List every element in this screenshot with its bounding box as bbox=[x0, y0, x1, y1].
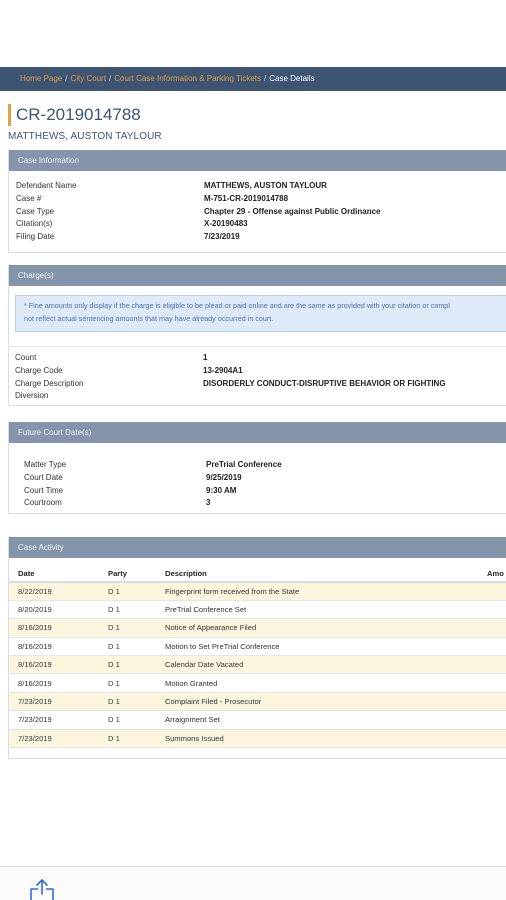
cell-date: 8/16/2019 bbox=[9, 619, 99, 637]
table-row bbox=[9, 582, 506, 600]
case-activity-heading: Case Activity bbox=[9, 537, 506, 558]
cell-amount bbox=[478, 637, 506, 655]
kv-row-citations bbox=[16, 218, 506, 231]
cell-amount bbox=[478, 619, 506, 637]
kv-value: 13-2904A1 bbox=[203, 365, 243, 375]
kv-row-case-type bbox=[16, 206, 506, 219]
cell-party: D 1 bbox=[99, 692, 156, 710]
kv-label: Courtroom bbox=[24, 498, 62, 508]
breadcrumb bbox=[0, 67, 506, 91]
kv-value: X-20190483 bbox=[204, 219, 248, 229]
cell-amount bbox=[478, 600, 506, 618]
breadcrumb-separator: / bbox=[109, 74, 112, 83]
column-header-description[interactable]: Description bbox=[156, 565, 478, 582]
cell-party: D 1 bbox=[99, 582, 156, 600]
charges-heading: Charge(s) bbox=[9, 265, 506, 286]
kv-label: Court Time bbox=[24, 485, 64, 495]
table-row bbox=[9, 619, 506, 637]
case-information-list bbox=[9, 171, 506, 244]
notice-line: not reflect actual sentencing amounts that may have already occurred in court. bbox=[24, 313, 274, 323]
kv-label: Charge Description bbox=[15, 378, 84, 388]
cell-amount bbox=[478, 711, 506, 729]
cell-description: Motion Granted bbox=[156, 674, 478, 692]
kv-row-case-number bbox=[16, 193, 506, 206]
kv-row-filing-date bbox=[16, 231, 506, 244]
table-row bbox=[9, 656, 506, 674]
cell-date: 8/20/2019 bbox=[9, 600, 99, 618]
cell-amount bbox=[478, 582, 506, 600]
cell-party: D 1 bbox=[99, 619, 156, 637]
future-court-heading: Future Court Date(s) bbox=[9, 422, 506, 443]
kv-row-defendant bbox=[16, 180, 506, 193]
kv-value: 7/23/2019 bbox=[204, 232, 240, 242]
kv-value: 9:30 AM bbox=[206, 485, 237, 495]
share-icon-glyph bbox=[26, 878, 58, 900]
cell-date: 7/23/2019 bbox=[9, 711, 99, 729]
cell-party: D 1 bbox=[99, 656, 156, 674]
case-activity-panel bbox=[8, 537, 506, 759]
future-court-panel bbox=[8, 422, 506, 514]
cell-party: D 1 bbox=[99, 637, 156, 655]
kv-value: 3 bbox=[206, 498, 211, 508]
kv-row-matter-type bbox=[24, 459, 506, 472]
page-title bbox=[8, 104, 141, 126]
kv-value: 9/25/2019 bbox=[206, 472, 242, 482]
cell-amount bbox=[478, 729, 506, 747]
table-row bbox=[9, 692, 506, 710]
kv-label: Count bbox=[15, 353, 37, 362]
cell-party: D 1 bbox=[99, 600, 156, 618]
cell-amount bbox=[478, 674, 506, 692]
column-header-date[interactable]: Date bbox=[9, 565, 99, 582]
breadcrumb-current: Case Details bbox=[269, 74, 315, 83]
notice-line: * Fine amounts only display if the charge is eligible to be plead or paid online and are the same as provided with your citation or compl bbox=[24, 301, 450, 310]
kv-value: PreTrial Conference bbox=[206, 460, 282, 469]
column-header-party[interactable]: Party bbox=[99, 565, 156, 582]
case-activity-table bbox=[9, 565, 506, 748]
cell-description: Notice of Appearance Filed bbox=[156, 619, 478, 637]
breadcrumb-separator: / bbox=[65, 74, 68, 83]
cell-date: 7/23/2019 bbox=[9, 692, 99, 710]
cell-date: 8/16/2019 bbox=[9, 674, 99, 692]
bottom-toolbar bbox=[0, 866, 506, 900]
case-number-title: CR-2019014788 bbox=[16, 105, 141, 124]
cell-amount bbox=[478, 692, 506, 710]
kv-value: Chapter 29 - Offense against Public Ordinance bbox=[204, 206, 381, 216]
kv-value: DISORDERLY CONDUCT-DISRUPTIVE BEHAVIOR OR FIGHTING bbox=[203, 378, 446, 388]
kv-row-court-time bbox=[24, 485, 506, 498]
charge-details-frame bbox=[8, 346, 506, 406]
kv-label: Filing Date bbox=[16, 232, 55, 242]
cell-party: D 1 bbox=[99, 674, 156, 692]
cell-party: D 1 bbox=[99, 729, 156, 747]
cell-description: Summons Issued bbox=[156, 729, 478, 747]
cell-description: Calendar Date Vacated bbox=[156, 656, 478, 674]
kv-label: Case Type bbox=[16, 206, 55, 216]
cell-description: Fingerprint form received from the State bbox=[156, 582, 478, 600]
table-row bbox=[9, 600, 506, 618]
cell-description: Arraignment Set bbox=[156, 711, 478, 729]
breadcrumb-case-info-link[interactable]: Court Case Information & Parking Tickets bbox=[114, 74, 262, 83]
cell-date: 7/23/2019 bbox=[9, 729, 99, 747]
breadcrumb-home-link[interactable]: Home Page bbox=[20, 74, 63, 83]
share-icon[interactable] bbox=[26, 878, 58, 900]
cell-date: 8/16/2019 bbox=[9, 637, 99, 655]
defendant-subtitle: MATTHEWS, AUSTON TAYLOUR bbox=[8, 131, 162, 142]
kv-label: Matter Type bbox=[24, 460, 67, 469]
cell-amount bbox=[478, 656, 506, 674]
table-row bbox=[9, 637, 506, 655]
kv-row-courtroom bbox=[24, 497, 506, 510]
kv-label: Case # bbox=[16, 193, 42, 203]
kv-label: Citation(s) bbox=[16, 219, 53, 229]
table-row bbox=[9, 711, 506, 729]
kv-value: MATTHEWS, AUSTON TAYLOUR bbox=[204, 181, 327, 190]
cell-party: D 1 bbox=[99, 711, 156, 729]
charges-panel bbox=[8, 265, 506, 345]
table-row bbox=[9, 729, 506, 747]
case-information-heading: Case Information bbox=[9, 150, 506, 171]
cell-description: PreTrial Conference Set bbox=[156, 600, 478, 618]
table-row bbox=[9, 674, 506, 692]
fine-amount-notice bbox=[15, 295, 506, 332]
kv-label: Court Date bbox=[24, 472, 63, 482]
kv-label: Defendant Name bbox=[16, 181, 77, 190]
kv-value: M-751-CR-2019014788 bbox=[204, 193, 289, 203]
column-header-amount[interactable]: Amo bbox=[478, 565, 506, 582]
cell-date: 8/22/2019 bbox=[9, 582, 99, 600]
cell-description: Motion to Set PreTrial Conference bbox=[156, 637, 478, 655]
case-information-panel bbox=[8, 150, 506, 253]
future-court-list bbox=[9, 443, 506, 510]
breadcrumb-city-court-link[interactable]: City Court bbox=[70, 74, 107, 83]
cell-description: Complaint Filed - Prosecutor bbox=[156, 692, 478, 710]
cell-date: 8/16/2019 bbox=[9, 656, 99, 674]
breadcrumb-separator: / bbox=[264, 74, 267, 83]
kv-row-court-date bbox=[24, 472, 506, 485]
kv-label: Charge Code bbox=[15, 365, 63, 375]
kv-value: 1 bbox=[203, 353, 208, 362]
table-header-row bbox=[9, 565, 506, 582]
kv-label: Diversion bbox=[15, 391, 49, 401]
